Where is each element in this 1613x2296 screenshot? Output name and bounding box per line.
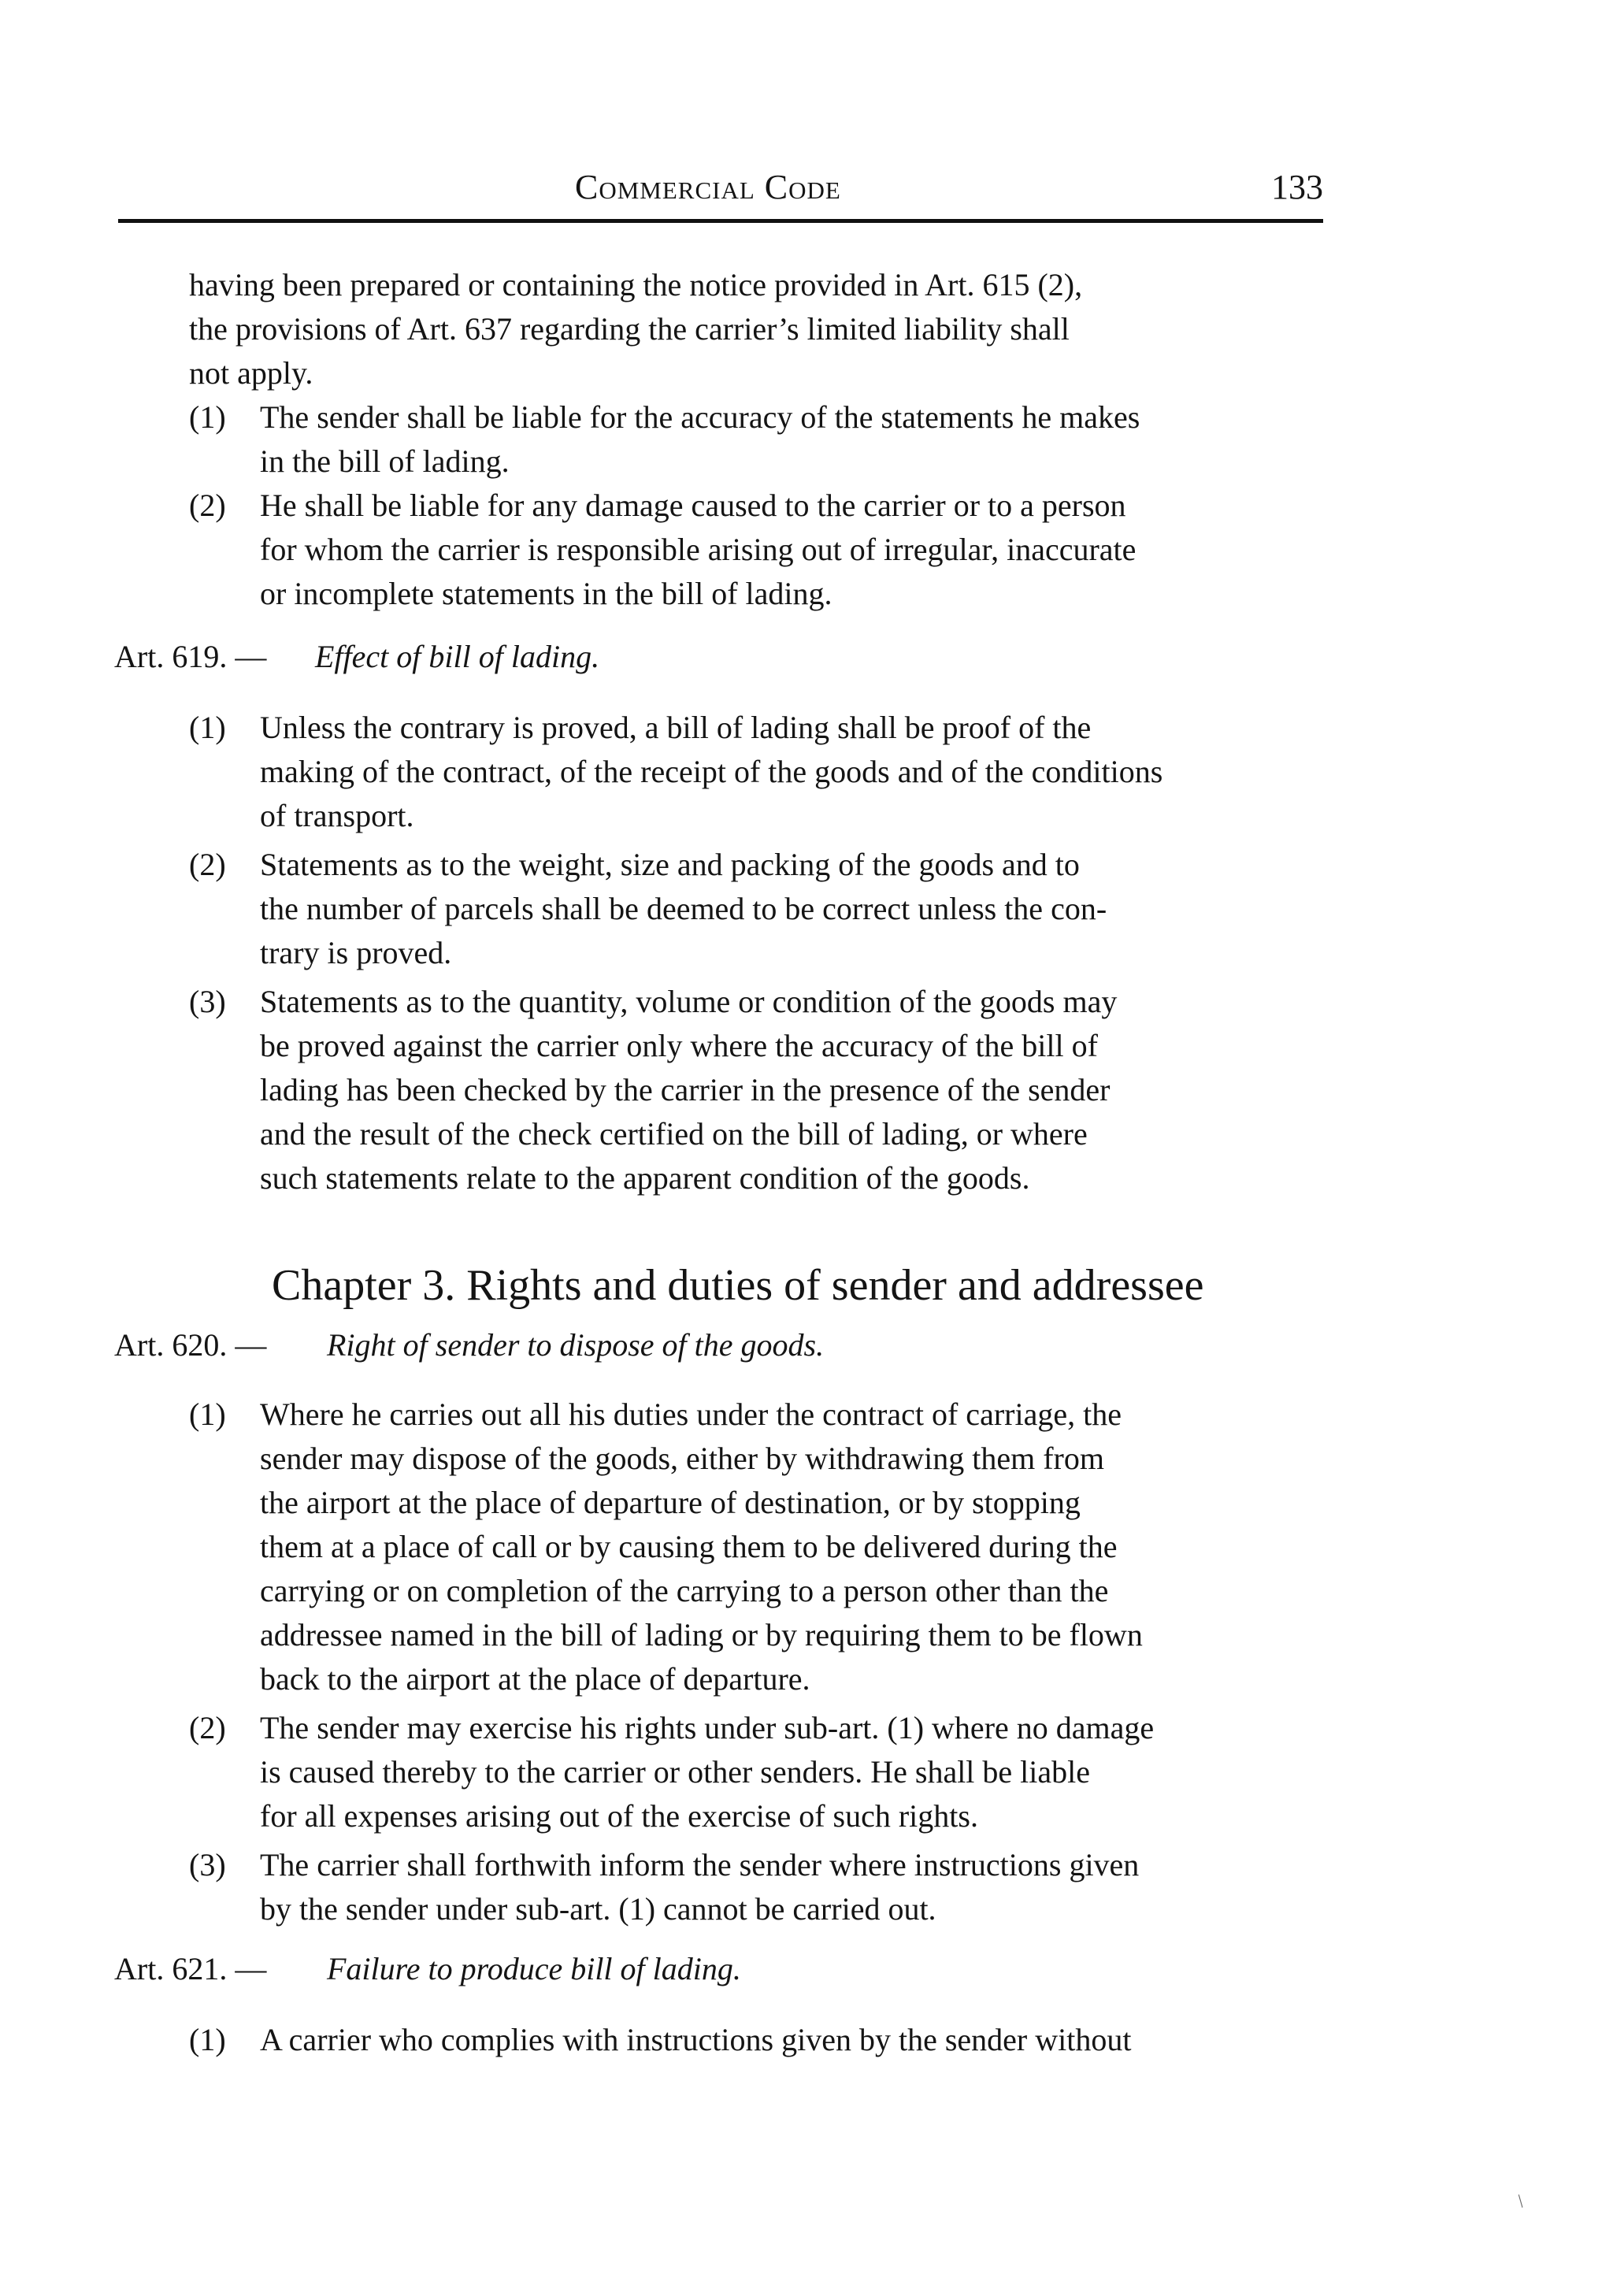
art619-item-1-number: (1) [189,710,226,745]
art618-item-1-line-2: in the bill of lading. [260,443,510,479]
art620-item-2-number: (2) [189,1710,226,1745]
art620-item-1-line-5: carrying or on completion of the carrying to a person other than the [260,1573,1109,1608]
art619-item-2-line-1: Statements as to the weight, size and packing of the goods and to [260,847,1080,882]
art618-item-2-number: (2) [189,488,226,523]
article-621-label: Art. 621. — [114,1951,267,1986]
art619-item-2-number: (2) [189,847,226,882]
art618-item-1-number: (1) [189,399,226,435]
art619-item-2-line-2: the number of parcels shall be deemed to be correct unless the con- [260,891,1107,926]
article-620-title: Right of sender to dispose of the goods. [327,1327,825,1363]
scan-mark: / [1512,2191,1530,2212]
art620-item-2-line-2: is caused thereby to the carrier or other senders. He shall be liable [260,1754,1091,1790]
art619-item-1-line-3: of transport. [260,798,414,833]
art620-item-3-number: (3) [189,1847,226,1882]
intro-line-2: the provisions of Art. 637 regarding the carrier’s limited liability shall [189,311,1070,347]
running-header-title: Commercial Code [575,168,841,206]
article-619-label: Art. 619. — [114,639,267,674]
article-621-title: Failure to produce bill of lading. [327,1951,741,1986]
art620-item-3-line-2: by the sender under sub-art. (1) cannot be carried out. [260,1891,936,1927]
art620-item-1-line-7: back to the airport at the place of departure. [260,1661,810,1697]
art619-item-3-line-5: such statements relate to the apparent condition of the goods. [260,1160,1030,1196]
art619-item-1-line-1: Unless the contrary is proved, a bill of lading shall be proof of the [260,710,1092,745]
art620-item-2-line-3: for all expenses arising out of the exercise of such rights. [260,1798,978,1834]
art619-item-3-line-2: be proved against the carrier only where the accuracy of the bill of [260,1028,1098,1063]
chapter-heading: Chapter 3. Rights and duties of sender and addressee [272,1261,1204,1310]
art619-item-3-line-1: Statements as to the quantity, volume or condition of the goods may [260,984,1118,1019]
art619-item-2-line-3: trary is proved. [260,935,452,970]
intro-line-1: having been prepared or containing the notice provided in Art. 615 (2), [189,267,1083,302]
header-rule [118,219,1323,223]
art618-item-2-line-3: or incomplete statements in the bill of lading. [260,576,832,611]
art620-item-2-line-1: The sender may exercise his rights under sub-art. (1) where no damage [260,1710,1155,1745]
page-number: 133 [1271,168,1323,206]
intro-line-3: not apply. [189,355,313,391]
art619-item-3-number: (3) [189,984,226,1019]
art621-item-1-number: (1) [189,2022,226,2057]
art618-item-1-line-1: The sender shall be liable for the accuracy of the statements he makes [260,399,1140,435]
article-619-title: Effect of bill of lading. [315,639,600,674]
art618-item-2-line-1: He shall be liable for any damage caused to the carrier or to a person [260,488,1126,523]
page-header [118,167,1323,214]
art620-item-1-line-1: Where he carries out all his duties under the contract of carriage, the [260,1397,1122,1432]
art620-item-1-line-4: them at a place of call or by causing them to be delivered during the [260,1529,1118,1564]
art620-item-1-number: (1) [189,1397,226,1432]
art619-item-1-line-2: making of the contract, of the receipt of the goods and of the conditions [260,754,1163,789]
art620-item-3-line-1: The carrier shall forthwith inform the sender where instructions given [260,1847,1140,1882]
art620-item-1-line-2: sender may dispose of the goods, either by withdrawing them from [260,1441,1104,1476]
art618-item-2-line-2: for whom the carrier is responsible arising out of irregular, inaccurate [260,532,1137,567]
article-620-label: Art. 620. — [114,1327,267,1363]
art620-item-1-line-6: addressee named in the bill of lading or by requiring them to be flown [260,1617,1143,1652]
art619-item-3-line-4: and the result of the check certified on the bill of lading, or where [260,1116,1088,1152]
art619-item-3-line-3: lading has been checked by the carrier in the presence of the sender [260,1072,1111,1107]
art620-item-1-line-3: the airport at the place of departure of destination, or by stopping [260,1485,1081,1520]
art621-item-1-line-1: A carrier who complies with instructions given by the sender without [260,2022,1132,2057]
